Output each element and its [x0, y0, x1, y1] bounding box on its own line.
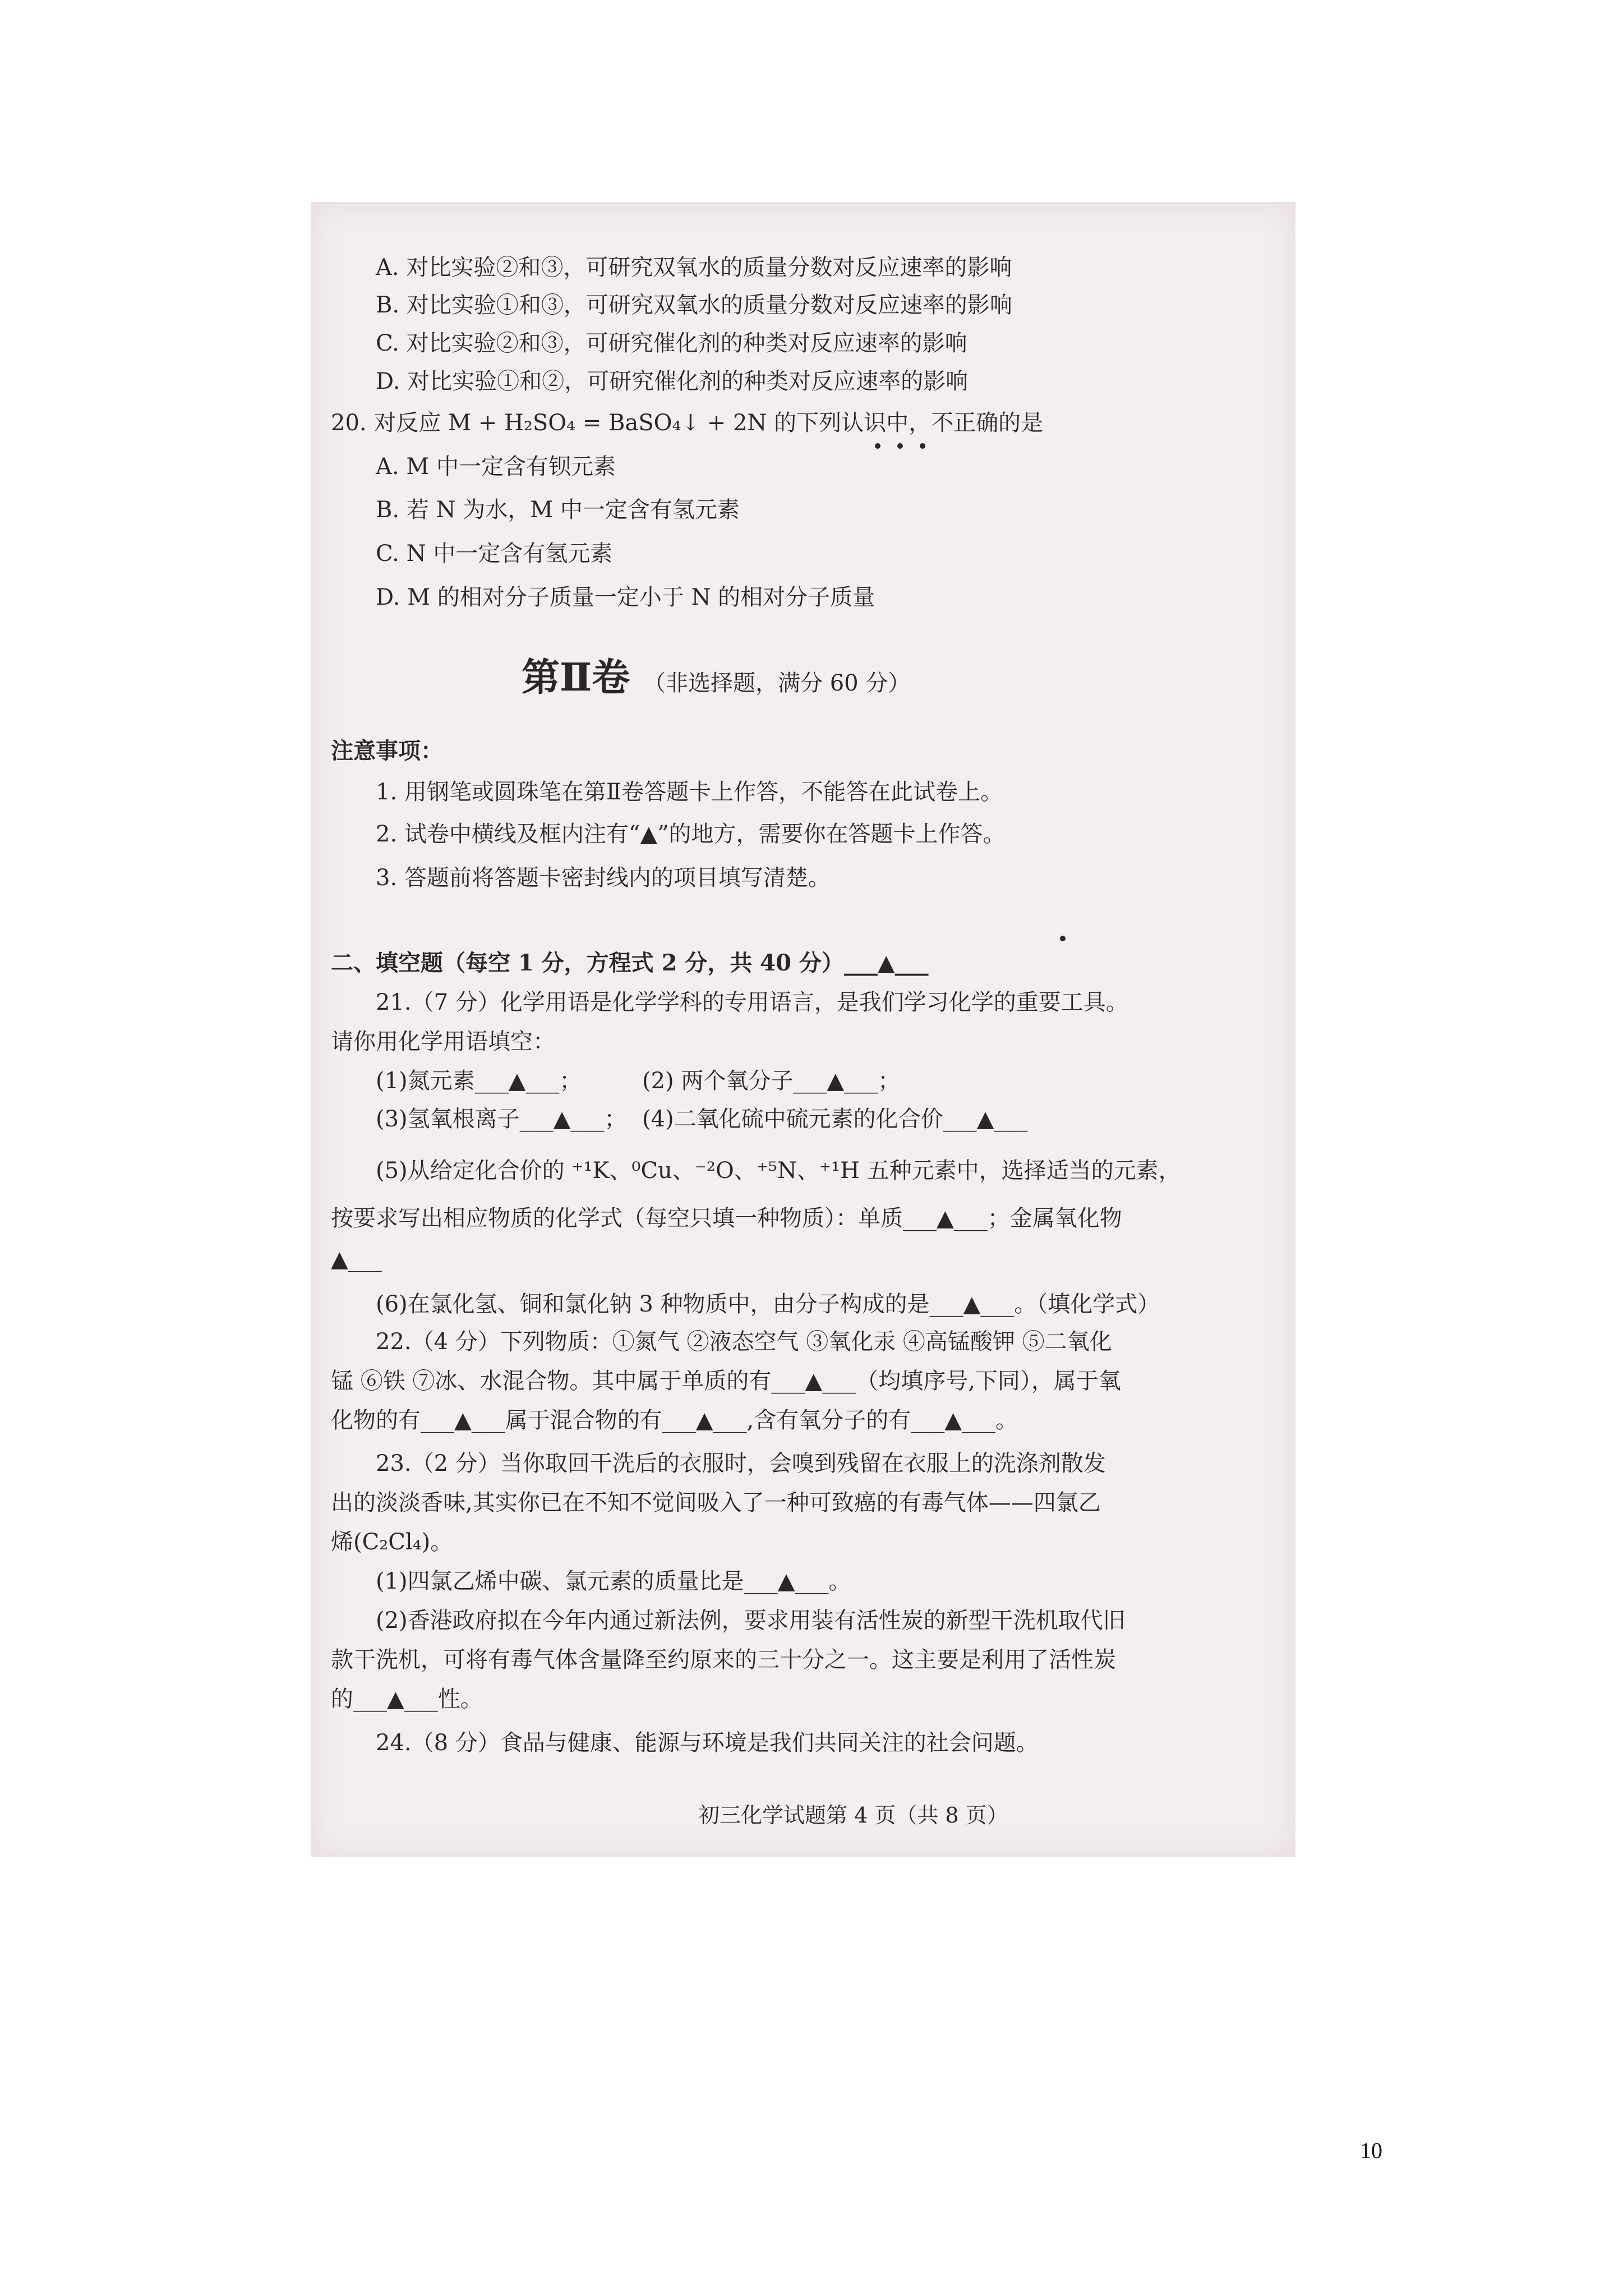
stray-mark — [1060, 936, 1066, 941]
emphasis-dot — [875, 443, 880, 449]
q21-part-1: (1)氮元素___▲___； — [376, 1068, 582, 1094]
note-3: 3. 答题前将答题卡密封线内的项目填写清楚。 — [376, 865, 831, 891]
q20-option-d: D. M 的相对分子质量一定小于 N 的相对分子质量 — [376, 585, 875, 610]
emphasis-dot — [897, 443, 903, 449]
scanned-exam-page — [311, 202, 1295, 1857]
q21-part-6: (6)在氯化氢、铜和氯化钠 3 种物质中，由分子构成的是___▲___。（填化学式） — [376, 1291, 1160, 1317]
q21-part-3: (3)氢氧根离子___▲___； — [376, 1106, 627, 1132]
q21-part-2: (2) 两个氧分子___▲___； — [642, 1068, 901, 1094]
part-two-label: 第Ⅱ卷 — [522, 655, 630, 700]
q19-option-c: C. 对比实验②和③，可研究催化剂的种类对反应速率的影响 — [376, 330, 967, 356]
q21-part-5-line-2: 按要求写出相应物质的化学式（每空只填一种物质）：单质___▲___；金属氧化物 — [331, 1205, 1122, 1231]
q21-part-5-line-1: (5)从给定化合价的 ⁺¹K、⁰Cu、⁻²O、⁺⁵N、⁺¹H 五种元素中，选择适当的元素， — [376, 1158, 1181, 1184]
q20-option-a: A. M 中一定含有钡元素 — [376, 454, 616, 480]
emphasis-dot — [920, 443, 925, 449]
q21-stem-line-2: 请你用化学用语填空： — [331, 1029, 555, 1055]
q22-line-2: 锰 ⑥铁 ⑦冰、水混合物。其中属于单质的有___▲___（均填序号,下同），属于氧 — [331, 1368, 1121, 1394]
q22-line-3: 化物的有___▲___属于混合物的有___▲___,含有氧分子的有___▲___。 — [331, 1407, 1018, 1433]
q20-option-c: C. N 中一定含有氢元素 — [376, 541, 613, 567]
q20-stem: 20. 对反应 M + H₂SO₄ = BaSO₄↓ + 2N 的下列认识中，不正确的是 — [331, 410, 1044, 436]
q23-line-3: 烯(C₂Cl₄)。 — [331, 1529, 453, 1555]
q22-line-1: 22.（4 分）下列物质：①氮气 ②液态空气 ③氧化汞 ④高锰酸钾 ⑤二氧化 — [376, 1329, 1112, 1355]
q23-part-1: (1)四氯乙烯中碳、氯元素的质量比是___▲___。 — [376, 1568, 851, 1594]
exam-footer: 初三化学试题第 4 页（共 8 页） — [698, 1803, 1008, 1828]
note-2: 2. 试卷中横线及框内注有“▲”的地方，需要你在答题卡上作答。 — [376, 821, 1006, 847]
q21-part-4: (4)二氧化硫中硫元素的化合价___▲___ — [642, 1106, 1028, 1132]
note-1: 1. 用钢笔或圆珠笔在第Ⅱ卷答题卡上作答，不能答在此试卷上。 — [376, 779, 1003, 805]
q19-option-d: D. 对比实验①和②，可研究催化剂的种类对反应速率的影响 — [376, 369, 969, 394]
q24-line-1: 24.（8 分）食品与健康、能源与环境是我们共同关注的社会问题。 — [376, 1730, 1039, 1756]
page-number: 10 — [1360, 2138, 1382, 2163]
q23-line-1: 23.（2 分）当你取回干洗后的衣服时，会嗅到残留在衣服上的洗涤剂散发 — [376, 1451, 1106, 1476]
section-two-heading: 二、填空题（每空 1 分，方程式 2 分，共 40 分）___▲___ — [331, 950, 929, 976]
q19-option-b: B. 对比实验①和③，可研究双氧水的质量分数对反应速率的影响 — [376, 292, 1012, 318]
q23-part-2-line-2: 款干洗机，可将有毒气体含量降至约原来的三十分之一。这主要是利用了活性炭 — [331, 1647, 1116, 1673]
part-two-title — [522, 655, 910, 706]
notes-heading: 注意事项： — [331, 738, 443, 764]
q21-stem-line-1: 21.（7 分）化学用语是化学学科的专用语言，是我们学习化学的重要工具。 — [376, 990, 1128, 1015]
q23-part-2-line-3: 的___▲___性。 — [331, 1686, 483, 1712]
q23-line-2: 出的淡淡香味,其实你已在不知不觉间吸入了一种可致癌的有毒气体——四氯乙 — [331, 1490, 1101, 1516]
q20-option-b: B. 若 N 为水，M 中一定含有氢元素 — [376, 497, 740, 523]
part-two-subtitle: （非选择题，满分 60 分） — [643, 670, 911, 696]
q21-part-5-line-3: ▲___ — [331, 1246, 382, 1272]
q23-part-2-line-1: (2)香港政府拟在今年内通过新法例，要求用装有活性炭的新型干洗机取代旧 — [376, 1608, 1126, 1634]
q19-option-a: A. 对比实验②和③，可研究双氧水的质量分数对反应速率的影响 — [376, 255, 1012, 280]
